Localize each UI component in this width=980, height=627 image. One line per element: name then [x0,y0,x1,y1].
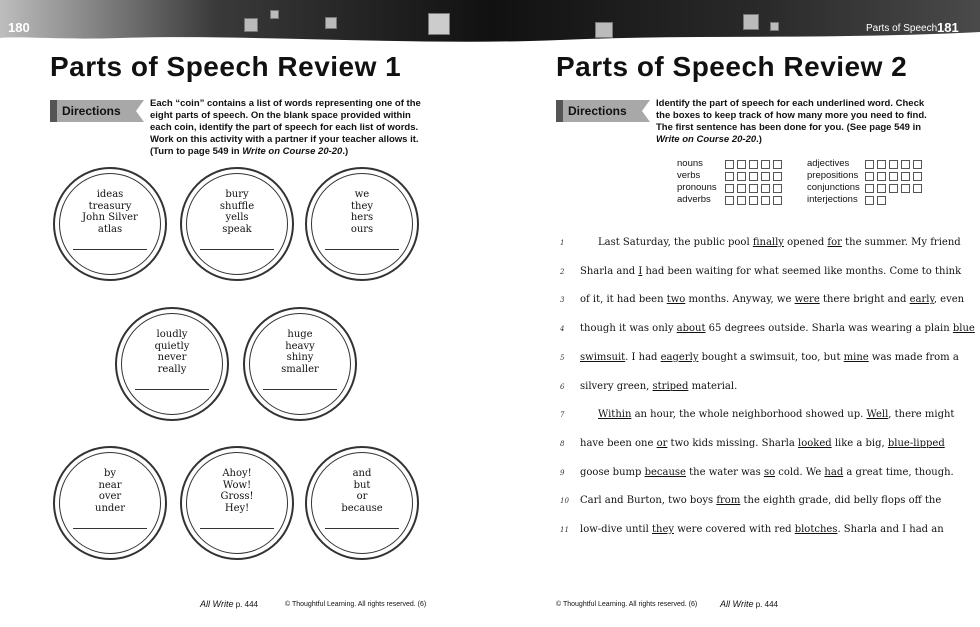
text-segment: , even [933,294,965,306]
text-segment: two kids missing. Sharla [667,437,799,449]
header-swoosh [0,0,980,42]
decor-square [325,17,337,29]
left-page-title: Parts of Speech Review 1 [50,51,402,82]
line-text [580,466,954,480]
tally-label: verbs [677,170,701,181]
underlined-word[interactable]: striped [652,380,689,392]
tally-checkbox[interactable] [877,196,886,205]
tally-checkbox[interactable] [725,160,734,169]
word-coin-5 [243,307,357,421]
line-text [598,236,961,250]
right-directions-text: Identify the part of speech for each underlined word. Check the boxes to keep track of how many more you need to find. The first sentence has been done for you. (See page 549 in Write on Course 20-20.) [656,98,927,145]
tally-boxes [725,184,782,193]
underlined-word[interactable]: because [644,466,686,478]
tally-label: conjunctions [807,182,860,193]
text-segment: the water was [685,466,764,478]
line-number: 1 [560,239,565,247]
line-number: 10 [560,497,569,506]
answer-blank[interactable] [263,389,337,390]
tally-label: pronouns [677,182,717,193]
tally-checkbox[interactable] [761,196,770,205]
line-number: 7 [560,411,565,420]
tally-checkbox[interactable] [749,196,758,205]
tally-checkbox[interactable] [877,172,886,181]
underlined-word[interactable]: they [651,524,675,535]
underlined-word[interactable]: so [763,466,776,478]
right-page-title: Parts of Speech Review 2 [556,51,908,82]
underlined-word[interactable]: Well [866,409,889,421]
answer-blank[interactable] [135,389,209,390]
underlined-word[interactable]: about [676,323,706,335]
directions-label: Directions [568,104,627,118]
answer-blank[interactable] [200,249,274,250]
tally-boxes [725,160,782,169]
tally-label: prepositions [807,170,859,181]
tally-checkbox[interactable] [737,160,746,169]
underlined-word[interactable]: two [666,294,686,306]
line-text [580,351,959,365]
line-number: 3 [560,296,565,305]
tally-checkbox[interactable] [737,184,746,193]
tally-checkbox[interactable] [761,172,770,181]
tally-boxes [865,160,922,169]
line-text [580,265,961,279]
tally-checkbox[interactable] [913,184,922,193]
tally-boxes [725,172,782,181]
tally-boxes [865,172,922,181]
word-coin-8 [305,446,419,560]
line-number: 5 [560,353,565,362]
tally-row-pronouns [677,182,717,194]
underlined-word[interactable]: Within [598,409,632,421]
tally-label: nouns [677,158,703,169]
coin-word-list: and but or because [341,468,383,514]
underlined-word[interactable]: were [794,294,820,306]
tally-checkbox[interactable] [749,172,758,181]
decor-square [595,22,613,38]
directions-tag-right [556,100,650,122]
line-number: 6 [560,382,565,391]
directions-label: Directions [62,104,121,118]
underlined-word[interactable]: for [827,237,842,248]
decor-square [270,10,279,19]
coin-word-list: we they hers ours [350,189,374,235]
word-coin-2 [180,167,294,281]
directions-tag-left [50,100,144,122]
text-segment: like a big, [831,437,888,449]
word-coin-4 [115,307,229,421]
left-footer-source: All Write p. 444 [200,599,258,609]
decor-square [244,18,258,32]
tally-checkbox[interactable] [725,172,734,181]
word-coin-7 [180,446,294,560]
text-segment: Sharla and [580,265,639,277]
right-footer-source: All Write p. 444 [720,599,778,609]
tally-checkbox[interactable] [761,184,770,193]
answer-blank[interactable] [200,528,274,529]
tally-checkbox[interactable] [773,172,782,181]
word-coin-1 [53,167,167,281]
tally-checkbox[interactable] [725,196,734,205]
line-text [580,322,975,336]
text-segment: bought a swimsuit, too, but [698,351,844,363]
line-number: 4 [560,325,565,334]
decor-square [428,13,450,35]
underlined-word[interactable]: I [638,265,643,277]
word-coin-3 [305,167,419,281]
tally-checkbox[interactable] [749,160,758,169]
tally-checkbox[interactable] [773,184,782,193]
answer-blank[interactable] [325,528,399,529]
text-segment: material. [688,380,738,392]
text-segment: have been one [580,437,657,449]
answer-blank[interactable] [325,249,399,250]
answer-blank[interactable] [73,528,147,529]
tally-checkbox[interactable] [889,172,898,181]
left-copyright: © Thoughtful Learning. All rights reserved. (6) [285,601,427,608]
underlined-word[interactable]: mine [843,351,869,363]
text-segment: silvery green, [580,380,653,392]
line-number: 9 [560,468,565,477]
tally-row-nouns [677,158,703,170]
underlined-word[interactable]: looked [798,437,832,449]
tally-checkbox[interactable] [877,184,886,193]
coin-word-list: Ahoy! Wow! Gross! Hey! [220,468,254,514]
line-text [580,523,944,537]
underlined-word[interactable]: had [824,466,844,478]
tally-checkbox[interactable] [901,172,910,181]
tally-boxes [865,196,886,205]
coin-word-list: by near over under [95,468,125,514]
tally-row-verbs [677,170,700,182]
page-header-band [0,0,980,42]
left-directions-text: Each “coin” contains a list of words representing one of the eight parts of speech. On the blank space provided within each coin, identify the part of speech for each list of words. Work on this activity with a partner if your teacher allows it. (Turn to page 549 in Write on Course 20-20.) [150,98,421,157]
text-segment: had been waiting for what seemed like months. Come to think [642,265,962,277]
coin-word-list: bury shuffle yells speak [219,189,255,235]
tally-checkbox[interactable] [737,196,746,205]
right-page-number: 181 [937,20,959,35]
tally-checkbox[interactable] [889,160,898,169]
underlined-word[interactable]: eagerly [660,351,699,363]
tally-checkbox[interactable] [865,172,874,181]
text-segment: Carl and Burton, two boys [580,495,717,507]
tally-checkbox[interactable] [889,184,898,193]
tally-label: adverbs [677,194,711,205]
decor-square [770,22,779,31]
tally-row-adverbs [677,194,711,206]
text-segment: , there might [888,409,955,421]
text-segment: low-dive until [580,524,652,535]
text-segment: were covered with red [674,524,795,535]
tally-boxes [725,196,782,205]
underlined-word[interactable]: swimsuit [580,351,626,363]
text-segment: there bright and [819,294,910,306]
coin-word-list: ideas treasury John Silver atlas [82,189,138,235]
tally-label: adjectives [807,158,850,169]
line-text [580,437,945,451]
tally-checkbox[interactable] [901,184,910,193]
text-segment: Last Saturday, the public pool [598,237,753,248]
tally-checkbox[interactable] [901,160,910,169]
running-head: Parts of Speech [866,23,938,34]
tally-checkbox[interactable] [865,196,874,205]
text-segment: an hour, the whole neighborhood showed up. [631,409,867,421]
underlined-word[interactable]: early [909,294,934,306]
text-segment: . I had [625,351,661,363]
text-segment: months. Anyway, we [685,294,795,306]
tally-checkbox[interactable] [865,184,874,193]
text-segment: 65 degrees outside. Sharla was wearing a plain [705,323,953,335]
tally-checkbox[interactable] [877,160,886,169]
left-page-number: 180 [8,20,30,35]
line-text [580,494,941,508]
tally-label: interjections [807,194,858,205]
underlined-word[interactable]: finally [752,237,784,248]
text-segment: of it, it had been [580,294,667,306]
answer-blank[interactable] [73,249,147,250]
tally-checkbox[interactable] [913,160,922,169]
text-segment: though it was only [580,323,677,335]
tally-checkbox[interactable] [725,184,734,193]
coin-word-list: loudly quietly never really [154,329,190,375]
text-segment: the eighth grade, did belly flops off the [740,495,942,507]
right-copyright: © Thoughtful Learning. All rights reserved. (6) [556,601,698,608]
underlined-word[interactable]: blue [952,323,975,335]
tally-checkbox[interactable] [913,172,922,181]
line-text [580,380,737,394]
line-number: 2 [560,267,565,276]
tally-checkbox[interactable] [761,160,770,169]
tally-row-adjectives [807,158,849,170]
line-number: 8 [560,439,565,448]
tally-checkbox[interactable] [773,196,782,205]
tally-checkbox[interactable] [737,172,746,181]
text-segment: was made from a [868,351,959,363]
underlined-word[interactable]: or [656,437,668,449]
text-segment: a great time, though. [843,466,954,478]
tally-checkbox[interactable] [773,160,782,169]
tally-checkbox[interactable] [749,184,758,193]
decor-square [743,14,759,30]
tally-row-prepositions [807,170,858,182]
underlined-word[interactable]: blue-lipped [887,437,945,449]
underlined-word[interactable]: blotches [794,524,838,535]
tally-row-conjunctions [807,182,860,194]
tally-row-interjections [807,194,858,206]
line-number: 11 [560,526,569,534]
tally-boxes [865,184,922,193]
text-segment: . Sharla and I had an [837,524,944,535]
coin-word-list: huge heavy shiny smaller [281,329,319,375]
line-text [580,293,964,307]
underlined-word[interactable]: from [716,495,741,507]
text-segment: cold. We [775,466,825,478]
word-coin-6 [53,446,167,560]
text-segment: goose bump [580,466,645,478]
tally-checkbox[interactable] [865,160,874,169]
text-segment: opened [783,237,828,248]
text-segment: the summer. My friend [841,237,961,248]
line-text [598,408,954,422]
